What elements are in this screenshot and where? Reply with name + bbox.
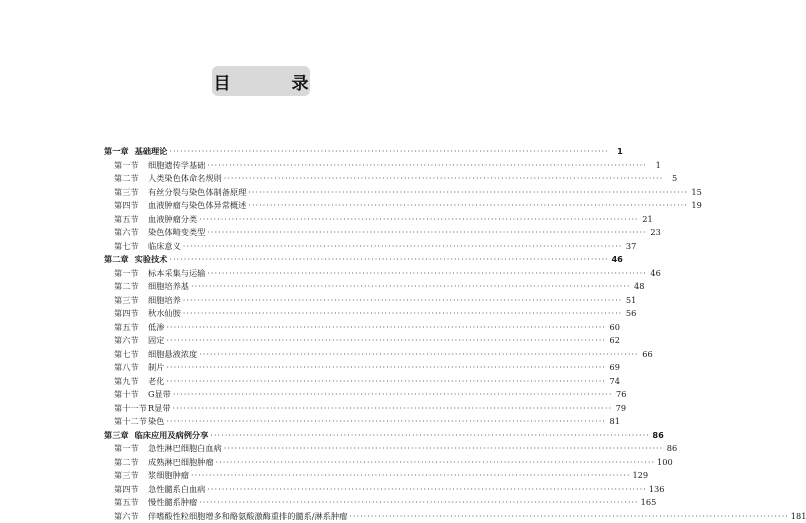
- toc-dot-leader: ··························································································································: [199, 348, 639, 362]
- toc-chapter-row: [104, 145, 424, 159]
- toc-chapter-row: [104, 429, 424, 443]
- toc-entry-title: 血液肿瘤分类: [148, 213, 197, 227]
- toc-dot-leader: ··························································································································: [169, 145, 609, 159]
- toc-page-number: 56: [624, 307, 636, 321]
- toc-entry-number: 第五节: [114, 213, 148, 227]
- toc-page-number: 136: [649, 483, 665, 497]
- toc-page-number: 46: [611, 253, 623, 267]
- toc-entry-title: 急性髓系白血病: [148, 483, 205, 497]
- toc-page-number: 48: [632, 280, 644, 294]
- toc-section-row: [104, 361, 424, 375]
- toc-page-number: 165: [641, 496, 657, 510]
- toc-section-row: [104, 402, 424, 416]
- toc-entry-number: 第二节: [114, 280, 148, 294]
- toc-section-row: [104, 240, 424, 254]
- toc-dot-leader: ··························································································································: [166, 321, 606, 335]
- toc-entry-title: 老化: [148, 375, 164, 389]
- toc-entry-title: 血液肿瘤与染色体异常概述: [148, 199, 246, 213]
- toc-page-number: 181: [791, 510, 806, 523]
- toc-section-row: [104, 199, 424, 213]
- toc-entry-number: 第六节: [114, 226, 148, 240]
- toc-section-row: [104, 483, 424, 497]
- toc-section-row: [104, 496, 424, 510]
- toc-entry-title: 基础理论: [135, 145, 168, 159]
- toc-entry-number: 第二节: [114, 172, 148, 186]
- toc-dot-leader: ··························································································································: [169, 253, 609, 267]
- toc-entry-number: 第二章: [104, 253, 129, 267]
- toc-section-row: [104, 186, 424, 200]
- toc-section-row: [104, 375, 424, 389]
- toc-section-row: [104, 172, 424, 186]
- toc-page-number: 74: [608, 375, 620, 389]
- toc-dot-leader: ··························································································································: [166, 375, 606, 389]
- toc-entry-title: 临床意义: [148, 240, 181, 254]
- toc-entry-title: 人类染色体命名规则: [148, 172, 222, 186]
- toc-entry-title: 急性淋巴细胞白血病: [148, 442, 222, 456]
- toc-section-row: [104, 388, 424, 402]
- toc-entry-number: 第一节: [114, 267, 148, 281]
- toc-page-number: 1: [649, 159, 661, 173]
- toc-section-row: [104, 159, 424, 173]
- toc-section-row: [104, 280, 424, 294]
- toc-page-number: 86: [652, 429, 664, 443]
- toc-entry-title: 成熟淋巴细胞肿瘤: [148, 456, 214, 470]
- toc-entry-title: 细胞悬液浓度: [148, 348, 197, 362]
- toc-section-row: [104, 415, 424, 429]
- toc-page-number: 81: [608, 415, 620, 429]
- toc-page-number: 100: [657, 456, 673, 470]
- toc-entry-title: 临床应用及病例分享: [135, 429, 209, 443]
- toc-section-row: [104, 442, 424, 456]
- toc-page-number: 66: [641, 348, 653, 362]
- toc-entry-title: 浆细胞肿瘤: [148, 469, 189, 483]
- toc-entry-number: 第三章: [104, 429, 129, 443]
- toc-section-row: [104, 321, 424, 335]
- toc-page-number: 79: [614, 402, 626, 416]
- toc-dot-leader: ··························································································································: [207, 159, 647, 173]
- toc-entry-number: 第一节: [114, 442, 148, 456]
- toc-entry-title: 细胞遗传学基础: [148, 159, 205, 173]
- toc-dot-leader: ··························································································································: [191, 280, 631, 294]
- toc-entry-number: 第三节: [114, 294, 148, 308]
- toc-dot-leader: ··························································································································: [166, 361, 606, 375]
- toc-entry-number: 第三节: [114, 186, 148, 200]
- toc-title-box: [212, 66, 310, 96]
- toc-dot-leader: ··························································································································: [248, 186, 688, 200]
- toc-entry-number: 第一节: [114, 159, 148, 173]
- toc-page-number: 19: [690, 199, 702, 213]
- toc-entry-number: 第四节: [114, 483, 148, 497]
- toc-dot-leader: ··························································································································: [173, 402, 613, 416]
- toc-page-number: 60: [608, 321, 620, 335]
- toc-dot-leader: ··························································································································: [210, 429, 650, 443]
- toc-dot-leader: ··························································································································: [166, 334, 606, 348]
- toc-entry-number: 第十二节: [114, 415, 148, 429]
- toc-section-row: [104, 267, 424, 281]
- toc-dot-leader: ··························································································································: [207, 483, 647, 497]
- toc-dot-leader: ··························································································································: [207, 267, 647, 281]
- toc-page-number: 23: [649, 226, 661, 240]
- toc-dot-leader: ··························································································································: [216, 456, 656, 470]
- toc-dot-leader: ··························································································································: [224, 172, 664, 186]
- toc-section-row: [104, 307, 424, 321]
- toc-page-number: 86: [665, 442, 677, 456]
- toc-section-row: [104, 226, 424, 240]
- toc-entry-number: 第七节: [114, 240, 148, 254]
- toc-entry-number: 第八节: [114, 361, 148, 375]
- toc-entry-number: 第十节: [114, 388, 148, 402]
- toc-section-row: [104, 334, 424, 348]
- toc-entry-number: 第六节: [114, 334, 148, 348]
- toc-dot-leader: ··························································································································: [199, 213, 639, 227]
- toc-page-number: 129: [632, 469, 648, 483]
- toc-section-row: [104, 510, 424, 523]
- toc-page-number: 21: [641, 213, 653, 227]
- toc-entry-title: 染色: [148, 415, 164, 429]
- toc-entry-number: 第一章: [104, 145, 129, 159]
- toc-entry-number: 第三节: [114, 469, 148, 483]
- toc-entry-title: 实验技术: [135, 253, 168, 267]
- toc-entry-title: 细胞培养: [148, 294, 181, 308]
- toc-entry-title: 固定: [148, 334, 164, 348]
- toc-entry-number: 第二节: [114, 456, 148, 470]
- toc-entry-title: 伴嗜酸性粒细胞增多和酪氨酸激酶重排的髓系/淋系肿瘤: [148, 510, 347, 523]
- toc-page-number: 1: [611, 145, 623, 159]
- toc-dot-leader: ··························································································································: [207, 226, 647, 240]
- toc-dot-leader: ··························································································································: [183, 294, 623, 308]
- toc-title: 目 录: [214, 69, 331, 94]
- toc-section-row: [104, 294, 424, 308]
- toc-section-row: [104, 456, 424, 470]
- toc-entry-number: 第七节: [114, 348, 148, 362]
- toc-page-number: 62: [608, 334, 620, 348]
- toc-section-row: [104, 469, 424, 483]
- toc-entry-number: 第五节: [114, 496, 148, 510]
- toc-section-row: [104, 348, 424, 362]
- toc-entry-title: G显带: [148, 388, 171, 402]
- toc-section-row: [104, 213, 424, 227]
- toc-page-number: 76: [614, 388, 626, 402]
- toc-entry-title: 低渗: [148, 321, 164, 335]
- toc-page-number: 69: [608, 361, 620, 375]
- toc-entry-title: 制片: [148, 361, 164, 375]
- toc-dot-leader: ··························································································································: [183, 307, 623, 321]
- toc-entry-title: 慢性髓系肿瘤: [148, 496, 197, 510]
- toc-page-number: 15: [690, 186, 702, 200]
- toc-entry-number: 第九节: [114, 375, 148, 389]
- toc-entry-number: 第四节: [114, 199, 148, 213]
- toc-page-number: 5: [665, 172, 677, 186]
- toc-entry-number: 第四节: [114, 307, 148, 321]
- toc-entry-title: 秋水仙胺: [148, 307, 181, 321]
- table-of-contents: [104, 145, 424, 523]
- toc-entry-title: R显带: [148, 402, 171, 416]
- toc-entry-number: 第五节: [114, 321, 148, 335]
- toc-entry-number: 第六节: [114, 510, 148, 523]
- toc-dot-leader: ··························································································································: [191, 469, 631, 483]
- toc-page-number: 51: [624, 294, 636, 308]
- toc-entry-title: 染色体畸变类型: [148, 226, 205, 240]
- toc-entry-title: 细胞培养基: [148, 280, 189, 294]
- toc-dot-leader: ··························································································································: [224, 442, 664, 456]
- toc-page-number: 46: [649, 267, 661, 281]
- toc-dot-leader: ··························································································································: [199, 496, 639, 510]
- toc-page-number: 37: [624, 240, 636, 254]
- toc-dot-leader: ··························································································································: [173, 388, 613, 402]
- toc-dot-leader: ··························································································································: [349, 510, 789, 523]
- toc-entry-title: 标本采集与运输: [148, 267, 205, 281]
- toc-chapter-row: [104, 253, 424, 267]
- toc-dot-leader: ··························································································································: [183, 240, 623, 254]
- toc-dot-leader: ··························································································································: [166, 415, 606, 429]
- toc-entry-title: 有丝分裂与染色体制备原理: [148, 186, 246, 200]
- toc-entry-number: 第十一节: [114, 402, 148, 416]
- toc-dot-leader: ··························································································································: [248, 199, 688, 213]
